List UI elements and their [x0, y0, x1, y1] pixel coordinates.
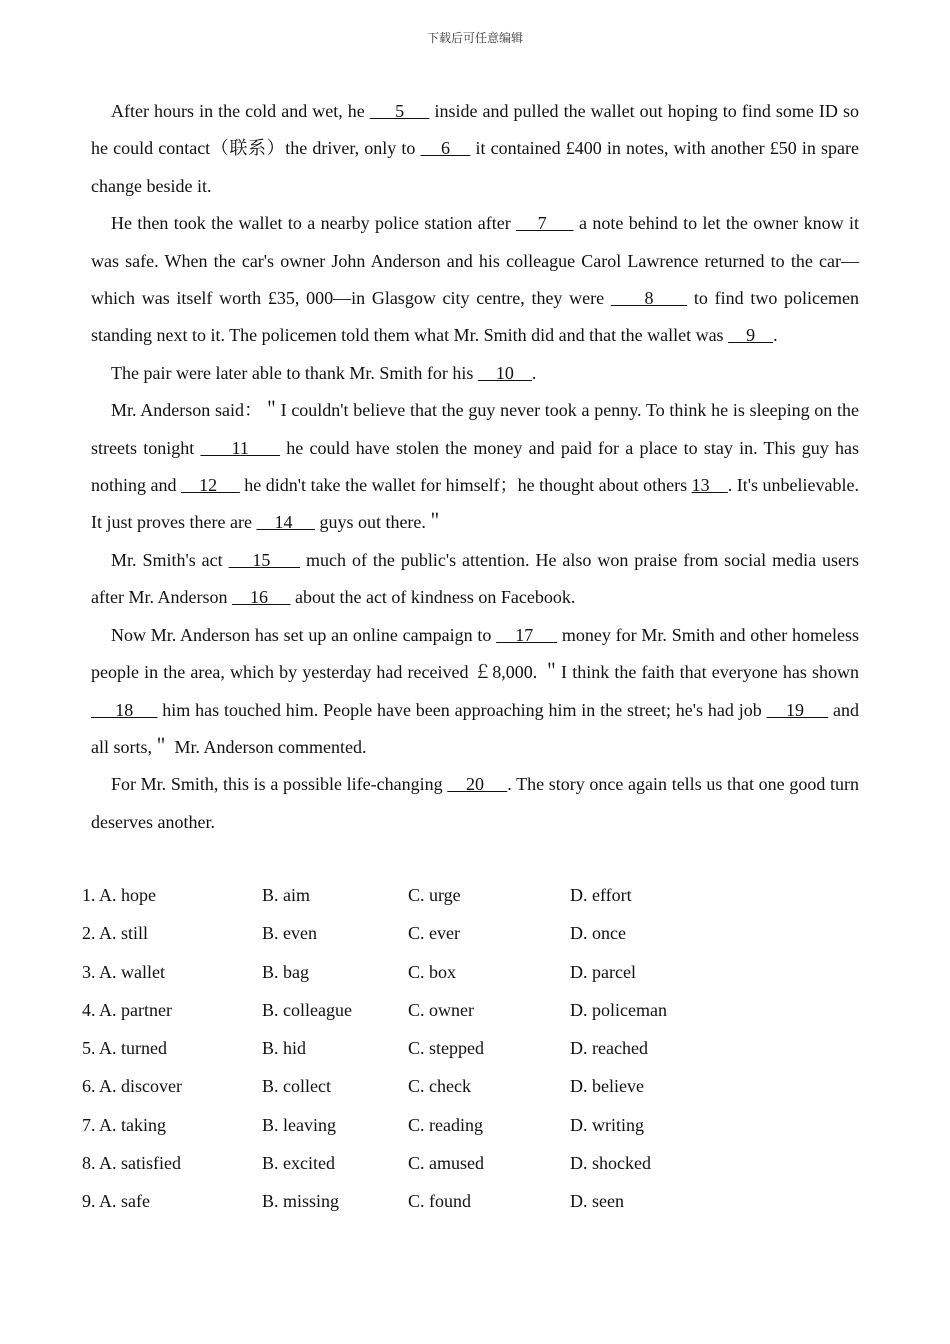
- option-d[interactable]: D. once: [570, 923, 626, 944]
- option-c[interactable]: C. ever: [408, 923, 460, 944]
- passage-text: Mr. Smith's act: [111, 549, 229, 570]
- option-a[interactable]: A. wallet: [99, 961, 165, 982]
- option-b[interactable]: B. colleague: [262, 999, 352, 1020]
- option-a[interactable]: A. still: [99, 923, 149, 944]
- passage-text: he didn't take the wallet for himself；he thought about others: [239, 475, 692, 496]
- option-d[interactable]: D. reached: [570, 1038, 648, 1059]
- question-number: 8.: [82, 1153, 96, 1174]
- option-c[interactable]: C. check: [408, 1076, 471, 1097]
- answer-blank[interactable]: 19: [766, 699, 829, 720]
- passage-text: money for Mr. Smith and other homeless people in the area, which by yesterday had received ￡8,000. ＂I think the faith that everyone has shown: [91, 624, 859, 683]
- option-c[interactable]: C. reading: [408, 1114, 483, 1135]
- question-row: [82, 1067, 782, 1105]
- answer-blank[interactable]: 7: [516, 213, 574, 234]
- passage-text: him has touched him. People have been approaching him in the street; he's had job: [157, 699, 767, 720]
- passage-paragraph: [91, 355, 859, 392]
- option-b[interactable]: B. hid: [262, 1038, 307, 1059]
- question-row: [82, 1182, 782, 1220]
- option-c[interactable]: C. stepped: [408, 1038, 484, 1059]
- page-header: 下载后可任意编辑: [426, 31, 523, 45]
- answer-blank[interactable]: 20: [447, 774, 508, 795]
- options-list: [82, 876, 782, 1221]
- option-a[interactable]: A. taking: [99, 1114, 167, 1135]
- passage-text: to find two policemen standing next to it. The policemen told them what Mr. Smith did and that the wallet was: [91, 288, 860, 346]
- passage-text: Mr. Anderson said：＂I couldn't believe that the guy never took a penny. To think he is sleeping on the streets tonight: [91, 400, 859, 458]
- passage-text: For Mr. Smith, this is a possible life-changing: [111, 774, 448, 795]
- passage-paragraph: [91, 766, 859, 841]
- passage-text: inside and pulled the wallet out hoping to find some ID so he could contact（联系）the driver, only to: [91, 101, 859, 159]
- passage-text: .: [773, 325, 778, 346]
- option-b[interactable]: B. even: [262, 923, 317, 944]
- option-d[interactable]: D. policeman: [570, 999, 667, 1020]
- question-number: 6.: [82, 1076, 96, 1097]
- option-a[interactable]: A. turned: [99, 1038, 167, 1059]
- passage-text: much of the public's attention. He also won praise from social media users after Mr. Anderson: [91, 549, 860, 608]
- option-a[interactable]: A. partner: [99, 999, 172, 1020]
- answer-blank[interactable]: 6: [420, 138, 471, 159]
- option-b[interactable]: B. aim: [262, 885, 310, 905]
- answer-blank[interactable]: 10: [477, 362, 532, 383]
- question-row: [82, 953, 782, 991]
- passage-text: guys out there.＂: [314, 512, 444, 533]
- answer-blank[interactable]: 8: [610, 288, 688, 309]
- answer-blank[interactable]: 14: [256, 512, 315, 533]
- question-row: [82, 991, 782, 1029]
- option-b[interactable]: B. excited: [262, 1153, 335, 1174]
- option-d[interactable]: D. seen: [570, 1191, 624, 1212]
- option-c[interactable]: C. box: [408, 961, 457, 982]
- question-number: 2.: [82, 923, 96, 944]
- answer-blank[interactable]: 5: [369, 101, 430, 121]
- question-row: [82, 1029, 782, 1067]
- option-a[interactable]: A. safe: [99, 1191, 150, 1212]
- passage-text: . It's unbelievable. It just proves there are: [91, 475, 860, 533]
- passage-text: . The story once again tells us that one good turn deserves another.: [91, 774, 859, 832]
- passage-text: and all sorts,＂ Mr. Anderson commented.: [91, 699, 860, 757]
- option-a[interactable]: A. satisfied: [99, 1153, 181, 1174]
- passage: [91, 93, 859, 841]
- answer-blank[interactable]: 11: [200, 437, 281, 458]
- option-a[interactable]: A. hope: [99, 885, 157, 905]
- option-d[interactable]: D. writing: [570, 1114, 644, 1135]
- answer-blank[interactable]: 9: [728, 325, 774, 346]
- option-c[interactable]: C. owner: [408, 999, 474, 1020]
- option-c[interactable]: C. found: [408, 1191, 471, 1212]
- passage-paragraph: [91, 205, 859, 355]
- answer-blank[interactable]: 18: [91, 699, 158, 720]
- option-d[interactable]: D. shocked: [570, 1153, 651, 1174]
- question-row: [82, 914, 782, 952]
- passage-paragraph: [91, 93, 859, 205]
- option-b[interactable]: B. bag: [262, 961, 309, 982]
- answer-blank[interactable]: 16: [231, 587, 291, 608]
- passage-paragraph: [91, 392, 859, 542]
- option-d[interactable]: D. believe: [570, 1076, 644, 1097]
- question-number: 4.: [82, 999, 96, 1020]
- passage-text: it contained £400 in notes, with another £50 in spare change beside it.: [91, 138, 860, 196]
- option-d[interactable]: D. parcel: [570, 961, 636, 982]
- question-row: [82, 1144, 782, 1182]
- option-a[interactable]: A. discover: [99, 1076, 182, 1097]
- question-row: [82, 876, 782, 914]
- answer-blank[interactable]: 17: [496, 624, 558, 645]
- option-b[interactable]: B. leaving: [262, 1114, 336, 1135]
- option-b[interactable]: B. missing: [262, 1191, 340, 1212]
- passage-text: He then took the wallet to a nearby police station after: [111, 213, 517, 234]
- answer-blank[interactable]: 12: [181, 475, 240, 496]
- option-d[interactable]: D. effort: [570, 885, 632, 905]
- option-c[interactable]: C. amused: [408, 1153, 484, 1174]
- question-number: 1.: [82, 885, 96, 905]
- passage-text: a note behind to let the owner know it was safe. When the car's owner John Anderson and his colleague Carol Lawrence returned to the car—which was itself worth £35, 000—in Glasgow city centre, they were: [91, 213, 860, 309]
- option-c[interactable]: C. urge: [408, 885, 461, 905]
- passage-text: Now Mr. Anderson has set up an online campaign to: [111, 624, 497, 645]
- passage-text: he could have stolen the money and paid for a place to stay in. This guy has nothing and: [91, 437, 859, 496]
- question-number: 9.: [82, 1191, 96, 1212]
- question-number: 5.: [82, 1038, 96, 1059]
- option-b[interactable]: B. collect: [262, 1076, 331, 1097]
- passage-text: The pair were later able to thank Mr. Smith for his: [111, 362, 478, 383]
- question-number: 3.: [82, 961, 96, 982]
- passage-text: After hours in the cold and wet, he: [111, 101, 370, 121]
- passage-text: .: [531, 362, 537, 383]
- passage-text: about the act of kindness on Facebook.: [290, 587, 576, 608]
- passage-paragraph: [91, 542, 859, 617]
- answer-blank[interactable]: 13: [691, 475, 728, 496]
- answer-blank[interactable]: 15: [228, 549, 301, 570]
- question-row: [82, 1106, 782, 1144]
- passage-paragraph: [91, 617, 859, 767]
- question-number: 7.: [82, 1114, 96, 1135]
